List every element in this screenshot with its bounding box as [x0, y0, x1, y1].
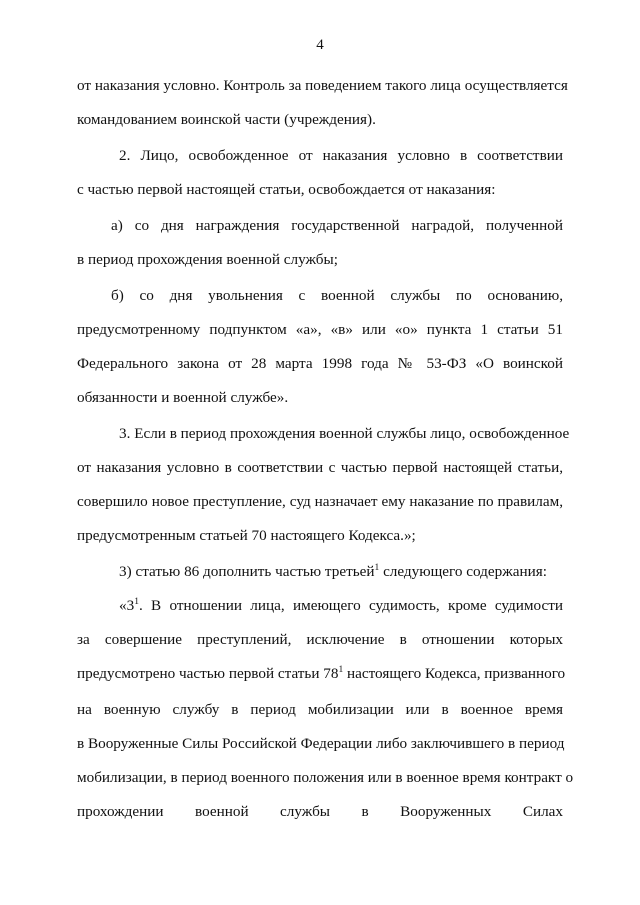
text-line: Федерального закона от 28 марта 1998 года № 53-ФЗ «О воинской [77, 355, 563, 372]
page-number: 4 [316, 37, 324, 53]
superscript: 1 [134, 597, 139, 607]
text-segment: 3) статью 86 дополнить частью третьей [119, 563, 375, 580]
text-line: совершило новое преступление, суд назначает ему наказание по правилам, [77, 493, 563, 510]
text-segment: «3 [119, 597, 135, 614]
text-segment: настоящего Кодекса, призванного [343, 665, 566, 682]
text-segment: следующего содержания: [379, 563, 547, 580]
text-line: в Вооруженные Силы Российской Федерации либо заключившего в период [77, 735, 565, 752]
text-line: прохождении военной службы в Вооруженных Силах [77, 803, 563, 820]
text-segment: предусмотрено частью первой статьи 78 [77, 665, 339, 682]
text-line [77, 664, 566, 684]
text-line [119, 562, 563, 582]
text-line: 3. Если в период прохождения военной службы лицо, освобожденное [119, 425, 570, 442]
text-line: обязанности и военной службе». [77, 389, 289, 406]
text-line: а) со дня награждения государственной наградой, полученной [111, 217, 563, 234]
text-line: предусмотренным статьей 70 настоящего Кодекса.»; [77, 527, 416, 544]
text-line: мобилизации, в период военного положения или в военное время контракт о [77, 769, 574, 786]
text-line: командованием воинской части (учреждения). [77, 111, 376, 128]
text-line [119, 596, 563, 616]
text-line: с частью первой настоящей статьи, освобождается от наказания: [77, 181, 496, 198]
text-line: б) со дня увольнения с военной службы по основанию, [111, 287, 563, 304]
text-line: за совершение преступлений, исключение в отношении которых [77, 631, 563, 648]
text-line: в период прохождения военной службы; [77, 251, 338, 268]
text-line: предусмотренному подпунктом «а», «в» или «о» пункта 1 статьи 51 [77, 321, 563, 338]
text-line: от наказания условно в соответствии с частью первой настоящей статьи, [77, 459, 563, 476]
text-segment: . В отношении лица, имеющего судимость, кроме судимости [138, 597, 563, 614]
superscript: 1 [338, 665, 344, 675]
text-line: 2. Лицо, освобожденное от наказания условно в соответствии [119, 147, 563, 164]
text-line: на военную службу в период мобилизации или в военное время [77, 701, 563, 718]
superscript: 1 [374, 563, 380, 573]
text-line: от наказания условно. Контроль за поведением такого лица осуществляется [77, 77, 568, 94]
